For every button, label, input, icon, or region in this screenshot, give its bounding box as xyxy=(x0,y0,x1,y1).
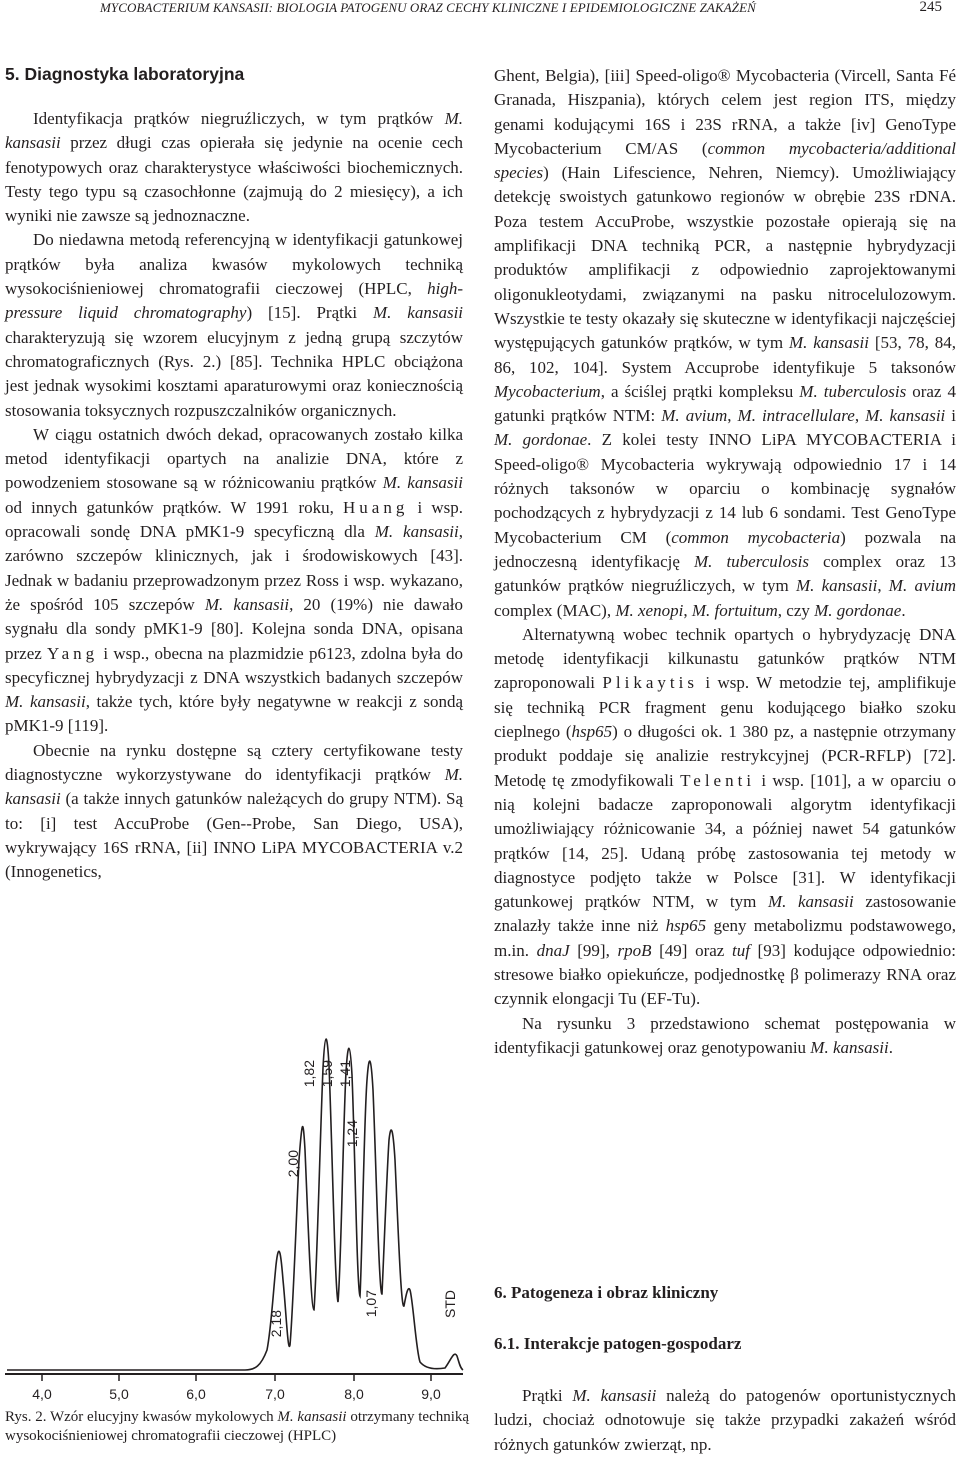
term: high-pressure liquid chromatography xyxy=(5,279,463,323)
peak-label: 1,41 xyxy=(337,1060,353,1088)
text: W ciągu ostatnich dwóch dekad, opracowanych zostało kilka metod identyfikacji opartych na analizie DNA, które z powodzeniem stosowane są w różnicowaniu prątków xyxy=(5,424,463,493)
x-axis-tick-label: 6,0 xyxy=(186,1386,206,1402)
text: oraz 4 gatunki prątków NTM: xyxy=(494,381,956,426)
text: zastosowanie znalazły także inne niż xyxy=(494,892,957,936)
author-name: Yang xyxy=(47,643,99,663)
term: common mycobacteria xyxy=(671,527,841,547)
species-name: M. kansasii xyxy=(204,594,290,614)
gene-name: hsp65 xyxy=(571,722,613,742)
paragraph xyxy=(494,1012,956,1061)
text: , także tych, które były negatywne w reakcji z sondą pMK1-9 [119]. xyxy=(5,692,463,736)
genus-name: Mycobacterium xyxy=(494,381,601,401)
text: , 20 (19%) nie dawało sygnału dla sondy pMK1-9 [80]. Kolejna sonda DNA, opisana przez xyxy=(5,594,463,663)
section-heading-6: 6. Patogeneza i obraz kliniczny xyxy=(494,1283,719,1302)
text: . xyxy=(888,1037,893,1057)
caption-text: otrzymany techniką wysokociśnieniowej chromatografii cieczowej (HPLC) xyxy=(5,1409,470,1444)
left-column xyxy=(5,64,463,885)
chromatogram-plot xyxy=(5,1010,465,1410)
species-name: M. xenopi xyxy=(615,600,684,620)
species-name: M. gordonae xyxy=(494,430,588,450)
paragraph xyxy=(5,228,463,422)
paragraph xyxy=(494,64,956,623)
text: . xyxy=(901,600,906,620)
section-heading-6-1-wrap xyxy=(494,1334,956,1354)
text: complex oraz 13 gatunków prątków niegruźliczych, w tym xyxy=(494,551,956,596)
text: [99], xyxy=(569,940,618,960)
text: ) o długości ok. 1 380 pz, a następnie otrzymany produkt poddaje się analizie restrykcyjnej (PCR-RFLP) [72]. Metodę tę zmodyfikowali xyxy=(494,722,956,790)
text: , czy xyxy=(777,600,815,620)
text: [49] oraz xyxy=(651,940,732,960)
paragraph xyxy=(5,739,463,885)
text: , xyxy=(727,406,738,426)
x-axis-tick-label: 5,0 xyxy=(109,1386,129,1402)
species-name: M. kansasii xyxy=(5,109,463,153)
species-name: M. kansasii xyxy=(277,1409,347,1425)
species-name: M. kansasii xyxy=(5,692,86,712)
section-heading-6-wrap xyxy=(494,1283,956,1303)
peak-label: 1,82 xyxy=(301,1060,317,1088)
text: complex (MAC), xyxy=(494,600,616,620)
text: [53, 78, 84, 86, 102, 104]. System Accuprobe identyfikuje 5 taksonów xyxy=(494,333,956,377)
text: i xyxy=(945,406,957,426)
peak-label: 2,18 xyxy=(268,1310,284,1338)
caption-text: Rys. 2. Wzór elucyjny kwasów mykolowych xyxy=(5,1409,278,1425)
paragraph xyxy=(5,107,463,228)
text: , xyxy=(854,406,866,426)
right-column xyxy=(494,64,956,1060)
species-name: M. tuberculosis xyxy=(693,551,809,571)
text: geny metabolizmu podstawowego, m.in. xyxy=(494,916,956,960)
section-heading-6-1: 6.1. Interakcje patogen-gospodarz xyxy=(494,1334,742,1353)
text: Do niedawna metodą referencyjną w identyfikacji gatunkowej prątków była analiza kwasów mykolowych techniką wysokociśnieniowej chromatografii cieczowej (HPLC, xyxy=(5,230,463,299)
figure-chromatogram xyxy=(5,1010,470,1450)
page-number: 245 xyxy=(919,0,942,15)
species-name: M. kansasii xyxy=(865,406,946,426)
running-title: MYCOBACTERIUM KANSASII: BIOLOGIA PATOGENU ORAZ CECHY KLINICZNE I EPIDEMIOLOGICZNE ZAKAŻEŃ xyxy=(100,0,756,15)
peak-label: 1,24 xyxy=(344,1120,360,1148)
species-name: M. intracellulare xyxy=(737,406,855,426)
species-name: M. kansasii xyxy=(810,1037,889,1057)
text: Identyfikacja prątków niegruźliczych, w tym prątków xyxy=(33,109,445,128)
text: Na rysunku 3 przedstawiono schemat postępowania w identyfikacji gatunkowej oraz genotypowaniu xyxy=(494,1013,956,1057)
gene-name: tuf xyxy=(731,940,750,960)
species-name: M. kansasii xyxy=(795,576,878,596)
right-column-bottom xyxy=(494,1384,956,1457)
author-name: Plikaytis xyxy=(602,673,698,693)
gene-name: hsp65 xyxy=(665,916,707,936)
x-axis-tick-labels xyxy=(32,1386,441,1402)
text: , xyxy=(877,576,889,596)
x-axis-ticks xyxy=(42,1374,431,1381)
text: należą do patogenów oportunistycznych ludzi, chociaż odnotowuje się także przypadki zakażeń wśród różnych gatunków zwierząt, np. xyxy=(494,1386,957,1454)
text: i wsp. W metodzie tej, amplifikuje się techniką PCR fragment genu kodującego białko szoku cieplnego ( xyxy=(494,673,956,742)
text: ) [15]. Prątki xyxy=(246,303,373,323)
text: , zarówno szczepów klinicznych, jak i środowiskowych [43]. Jednak w badaniu przeprowadzonym przez Ross i wsp. wykazano, że spośród 105 szczepów xyxy=(5,522,464,614)
paragraph xyxy=(5,423,463,739)
text: i wsp., obecna na plazmidzie p6123, zdolna była do specyficznej hybrydyzacji z DNA wszystkich badanych szczepów xyxy=(5,643,463,687)
running-header xyxy=(100,0,942,22)
text: i wsp. opracowali sondę DNA pMK1-9 specyficzną dla xyxy=(5,497,463,542)
section-heading-5: 5. Diagnostyka laboratoryjna xyxy=(5,64,245,84)
gene-name: rpoB xyxy=(617,940,652,960)
peak-label: STD xyxy=(442,1290,458,1318)
peak-label: 2,00 xyxy=(285,1150,301,1178)
author-name: Huang xyxy=(343,497,409,517)
text: (a także innych gatunków należących do grupy NTM). Są to: [i] test AccuProbe (Gen--Probe, San Diego, USA), wykrywający 16S rRNA, [ii] INNO LiPA MYCOBACTERIA v.2 (Innogenetics, xyxy=(5,789,463,882)
author-name: Telenti xyxy=(680,770,756,790)
species-name: M. kansasii xyxy=(572,1386,657,1405)
species-name: M. avium xyxy=(661,406,728,426)
paragraph xyxy=(494,623,956,1012)
figure-caption xyxy=(5,1408,473,1446)
text: przez długi czas opierała się jedynie na ocenie cech fenotypowych oraz charakterystyce właściwości biochemicznych. Testy tego typu są czasochłonne (zajmują do 2 miesięcy), a ich wyniki nie zawsze są jednoznaczne. xyxy=(5,133,463,226)
text: , xyxy=(683,600,692,620)
x-axis-tick-label: 9,0 xyxy=(421,1386,441,1402)
species-name: M. avium xyxy=(888,576,956,596)
text: Obecnie na rynku dostępne są cztery certyfikowane testy diagnostyczne wykorzystywane do identyfikacji prątków xyxy=(5,740,463,785)
species-name: M. kansasii xyxy=(372,303,464,323)
text: , a ściślej prątki kompleksu xyxy=(600,381,800,401)
text: i wsp. [101], a w oparciu o nią kolejni badacze zaproponowali algorytm identyfikacji umożliwiający różnicowanie 34, a później nawet 54 gatunków prątków [14, 25]. Udaną próbę zastosowania tej metody w diagnostyce podjęto także w Polsce [31]. W identyfikacji gatunkowej prątków NTM, w tym xyxy=(494,770,956,912)
text: ) pozwala na jednoczesną identyfikację xyxy=(494,527,957,571)
text: [93] kodujące odpowiednio: stresowe białko opiekuńcze, podjednostkę β polimerazy RNA oraz czynnik elongacji Tu (EF-Tu). xyxy=(494,940,956,1009)
species-name: M. kansasii xyxy=(767,892,854,912)
chromatogram-trace xyxy=(7,1039,463,1370)
gene-name: dnaJ xyxy=(536,940,570,960)
peak-label: 1,07 xyxy=(363,1290,379,1318)
text: Prątki xyxy=(522,1386,573,1405)
species-name: M. tuberculosis xyxy=(799,381,907,401)
text: Alternatywną wobec technik opartych o hybrydyzację DNA metodę identyfikacji kilkunastu gatunków prątków NTM zaproponowali xyxy=(494,624,956,693)
species-name: M. kansasii xyxy=(788,333,869,353)
species-name: M. kansasii xyxy=(382,473,463,493)
text: charakteryzują się wzorem elucyjnym z jedną grupą szczytów chromatograficznych (Rys. 2.) [85]. Technika HPLC obciążona jest jednak wysokimi kosztami aparaturowymi oraz koniecznością stosowania toksycznych rozpuszczalników organicznych. xyxy=(5,327,463,420)
text: . Z kolei testy INNO LiPA MYCOBACTERIA i Speed-oligo® Mycobacteria wykrywają odpowiednio 17 i 14 różnych taksonów w oparciu o kombinację sygnałów pochodzących z hybrydyzacji z 14 lub 6 sondami. Test GenoType Mycobacterium CM ( xyxy=(494,430,956,547)
text: Ghent, Belgia), [iii] Speed-oligo® Mycobacteria (Vircell, Santa Fé Granada, Hiszpania), których celem jest region ITS, między genami kodującymi 16S i 23S rRNA, a także [iv] GenoType Mycobacterium CM/AS ( xyxy=(494,66,956,158)
x-axis-tick-label: 4,0 xyxy=(32,1386,52,1402)
species-name: M. kansasii xyxy=(374,522,459,542)
species-name: M. gordonae xyxy=(814,600,902,620)
paragraph xyxy=(494,1384,956,1457)
species-name: M. fortuitum xyxy=(691,600,778,620)
term: common mycobacteria/additional species xyxy=(494,138,956,183)
x-axis-tick-label: 8,0 xyxy=(344,1386,364,1402)
peak-label: 1,59 xyxy=(319,1060,335,1088)
x-axis-tick-label: 7,0 xyxy=(265,1386,285,1402)
text: ) (Hain Lifescience, Nehren, Niemcy). Umożliwiający detekcję swoistych gatunkowo regionów w obrębie 23S rDNA. Poza testem AccuProbe, wszystkie pozostałe opierają się na amplifikacji DNA techniką PCR, a następnie hybrydyzacji produktów amplifikacji z odpowiednio zaprojektowanymi oligonukleotydami, związanymi na pasku nitrocelulozowym. Wszystkie te testy okazały się skuteczne w identyfikacji najczęściej występujących gatunków prątków, w tym xyxy=(494,163,956,353)
text: od innych gatunków prątków. W 1991 roku, xyxy=(5,497,344,517)
species-name: M. kansasii xyxy=(5,765,463,809)
